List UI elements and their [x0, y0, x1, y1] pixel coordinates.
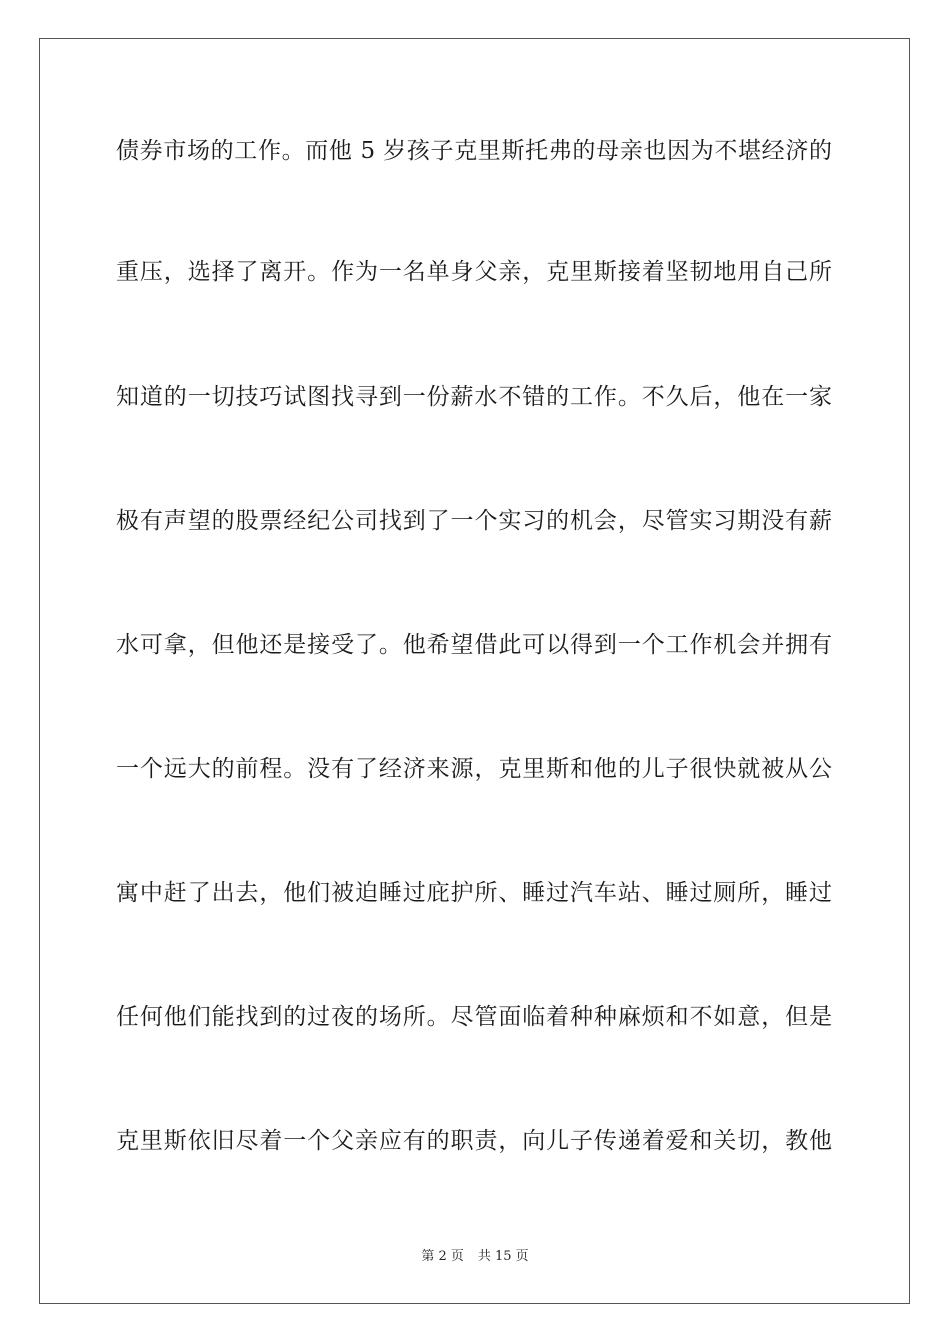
- page-total: 共 15 页: [477, 1249, 529, 1264]
- text-line-3: 知道的一切技巧试图找寻到一份薪水不错的工作。不久后，他在一家: [116, 384, 832, 410]
- text-line-9: 克里斯依旧尽着一个父亲应有的职责，向儿子传递着爱和关切，教他: [116, 1128, 832, 1154]
- text-line-7: 寓中赶了出去，他们被迫睡过庇护所、睡过汽车站、睡过厕所，睡过: [116, 880, 832, 906]
- page-footer: [0, 1248, 950, 1266]
- page-border: [39, 38, 910, 1304]
- text-line-6: 一个远大的前程。没有了经济来源，克里斯和他的儿子很快就被从公: [116, 756, 832, 782]
- text-line-1: 债券市场的工作。而他 5 岁孩子克里斯托弗的母亲也因为不堪经济的: [116, 138, 832, 164]
- page-number: 第 2 页: [421, 1249, 464, 1264]
- text-line-8: 任何他们能找到的过夜的场所。尽管面临着种种麻烦和不如意，但是: [116, 1004, 832, 1030]
- text-line-4: 极有声望的股票经纪公司找到了一个实习的机会，尽管实习期没有薪: [116, 508, 832, 534]
- text-line-2: 重压，选择了离开。作为一名单身父亲，克里斯接着坚韧地用自己所: [116, 259, 832, 285]
- text-line-5: 水可拿，但他还是接受了。他希望借此可以得到一个工作机会并拥有: [116, 632, 832, 658]
